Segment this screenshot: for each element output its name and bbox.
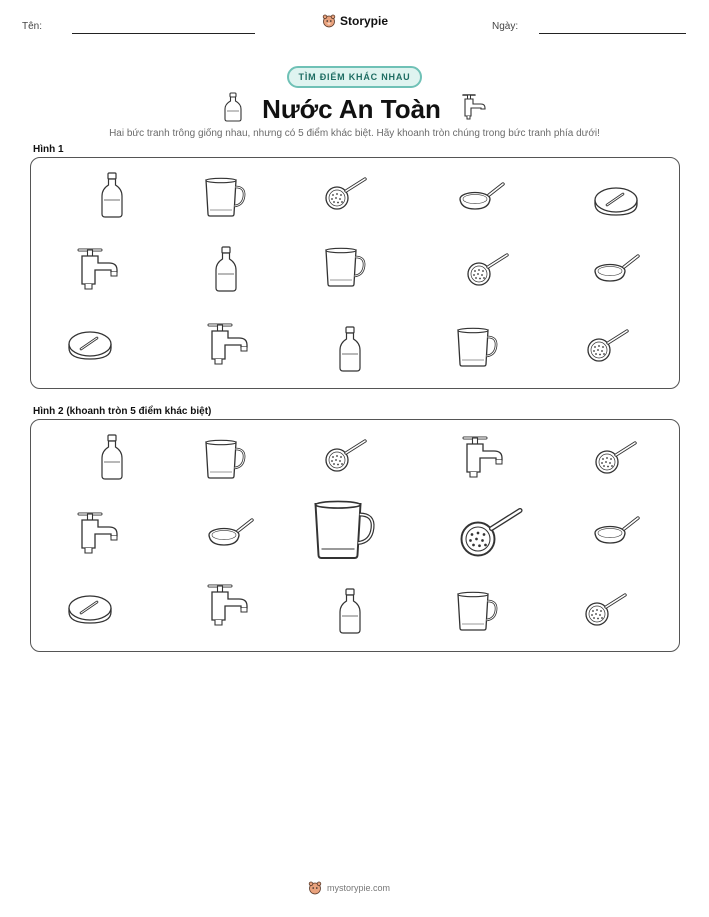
storypie-mascot-icon [322,14,336,28]
bottle-icon[interactable] [99,434,125,480]
footer-url[interactable]: mystorypie.com [327,883,391,893]
mug-icon [455,326,499,368]
strainer-icon [465,252,511,288]
faucet-icon[interactable] [203,582,249,628]
brand-logo [322,14,388,28]
strainer-icon [585,328,631,364]
faucet-icon [73,246,119,292]
bottle-icon [99,172,125,218]
strainer-icon[interactable] [583,592,629,628]
date-label: Ngày: [492,21,519,32]
faucet-icon[interactable] [458,434,504,480]
faucet-icon [459,92,487,127]
lid-icon[interactable] [67,592,113,626]
name-label: Tên: [22,21,43,32]
activity-badge: TÌM ĐIỂM KHÁC NHAU [287,66,423,88]
bottle-icon[interactable] [337,588,363,634]
picture-panel-1 [30,157,680,389]
pan-icon[interactable] [207,516,255,548]
bottle-icon [222,92,244,127]
date-field[interactable] [539,33,686,34]
instructions: Hai bức tranh trông giống nhau, nhưng có 5 điểm khác biệt. Hãy khoanh tròn chúng trong bức tranh phía dưới! [109,128,600,139]
footer [308,881,390,895]
panel1-label: Hình 1 [33,144,64,155]
bottle-icon [337,326,363,372]
picture-panel-2[interactable] [30,419,680,652]
mug-icon[interactable] [203,438,247,480]
strainer-icon[interactable] [457,506,526,560]
pan-icon [593,252,641,284]
bottle-icon [213,246,239,292]
brand-name: Storypie [340,14,389,28]
lid-icon [593,184,639,218]
strainer-icon[interactable] [323,438,369,474]
name-field[interactable] [72,33,255,34]
mug-icon [203,176,247,218]
faucet-icon[interactable] [73,510,119,556]
mug-icon[interactable] [455,590,499,632]
lid-icon [67,328,113,362]
strainer-icon [323,176,369,212]
panel2-label: Hình 2 (khoanh tròn 5 điểm khác biệt) [33,406,212,417]
mug-icon[interactable] [311,498,377,561]
mug-icon [323,246,367,288]
page-title: Nước An Toàn [262,94,441,124]
faucet-icon [203,321,249,367]
pan-icon [458,180,506,212]
pan-icon[interactable] [593,514,641,546]
strainer-icon[interactable] [593,440,639,476]
storypie-mascot-icon [308,881,322,895]
